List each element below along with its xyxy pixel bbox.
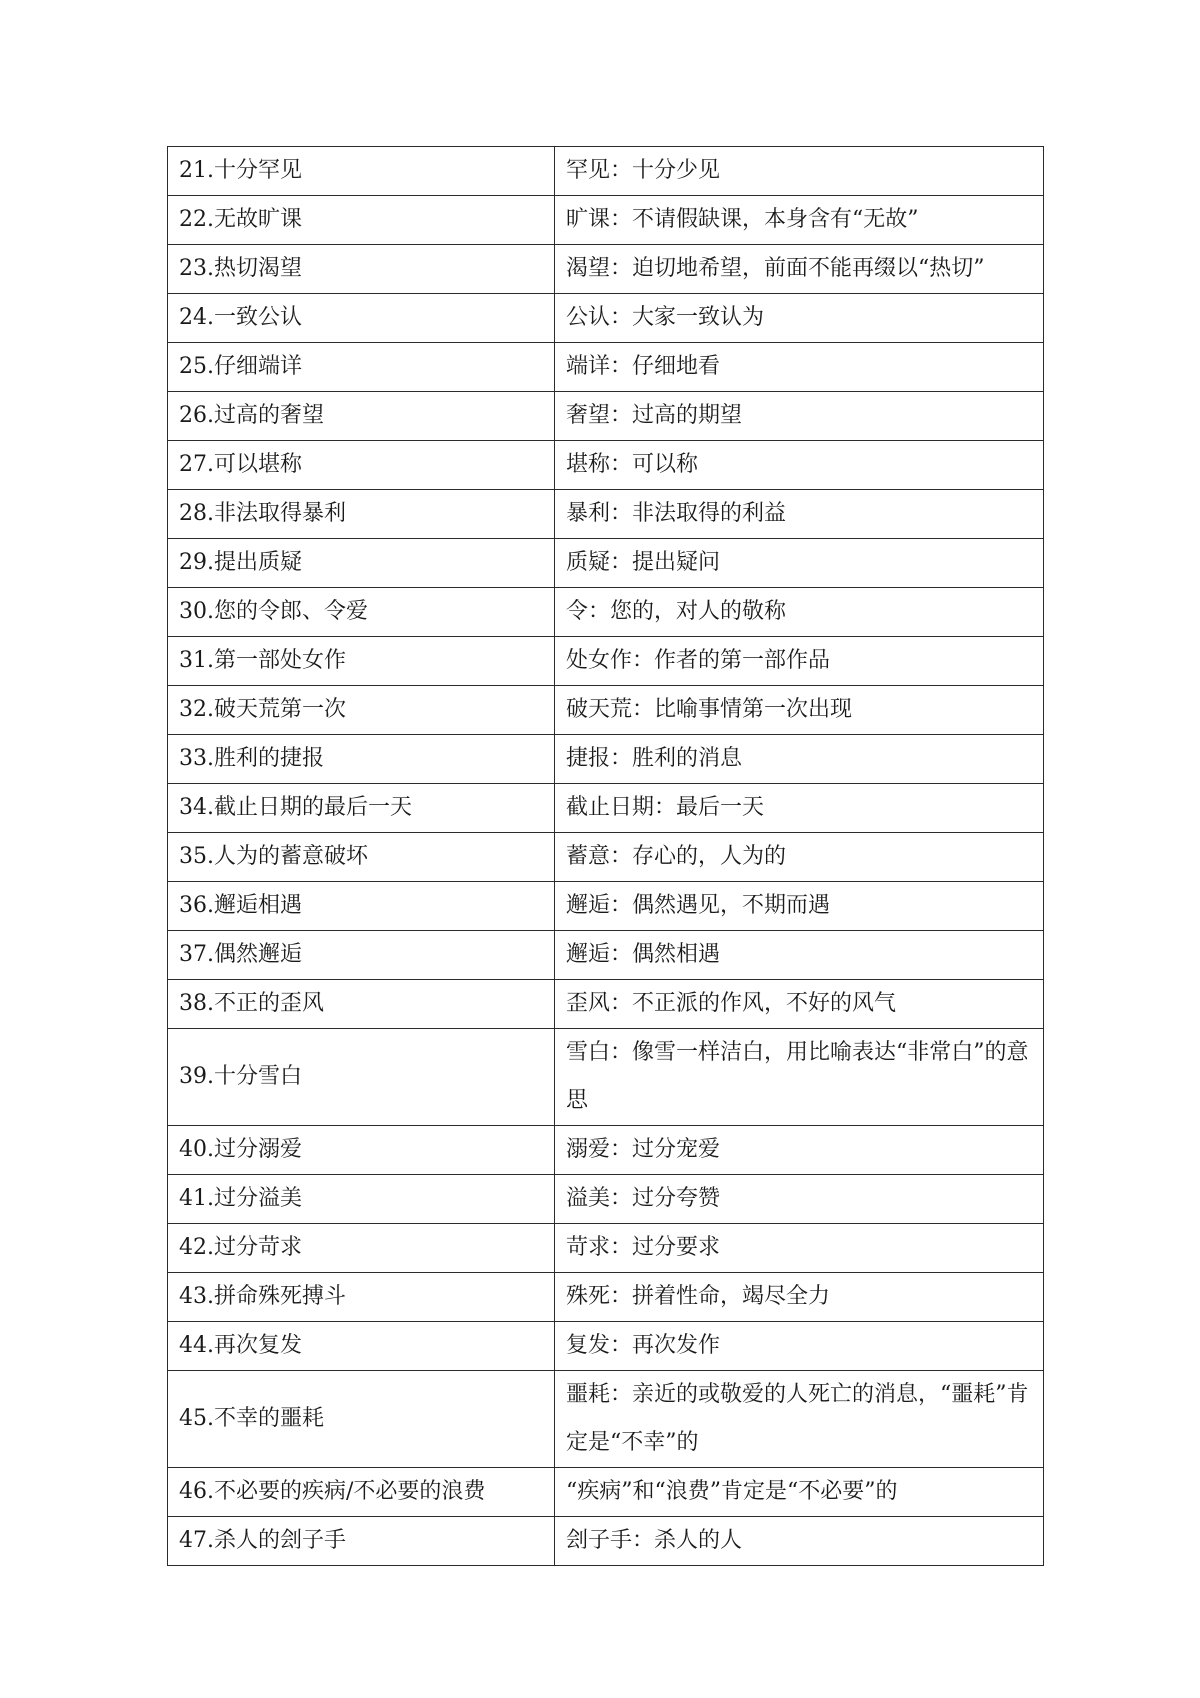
- explanation-cell: 罕见：十分少见: [555, 147, 1044, 196]
- explanation-cell: 截止日期：最后一天: [555, 784, 1044, 833]
- table-row: [168, 686, 1044, 735]
- term-cell: 44.再次复发: [168, 1322, 555, 1371]
- term-cell: 42.过分苛求: [168, 1224, 555, 1273]
- table-row: [168, 1224, 1044, 1273]
- redundancy-term-table: [167, 146, 1044, 1566]
- table-row: [168, 441, 1044, 490]
- explanation-cell: 端详：仔细地看: [555, 343, 1044, 392]
- explanation-cell: 质疑：提出疑问: [555, 539, 1044, 588]
- explanation-cell: 雪白：像雪一样洁白，用比喻表达“非常白”的意思: [555, 1029, 1044, 1126]
- term-cell: 36.邂逅相遇: [168, 882, 555, 931]
- table-row: [168, 539, 1044, 588]
- term-cell: 46.不必要的疾病/不必要的浪费: [168, 1468, 555, 1517]
- explanation-cell: 苛求：过分要求: [555, 1224, 1044, 1273]
- explanation-cell: 蓄意：存心的，人为的: [555, 833, 1044, 882]
- explanation-cell: 溺爱：过分宠爱: [555, 1126, 1044, 1175]
- table-row: [168, 784, 1044, 833]
- term-cell: 43.拼命殊死搏斗: [168, 1273, 555, 1322]
- term-cell: 30.您的令郎、令爱: [168, 588, 555, 637]
- term-table-body: [168, 147, 1044, 1566]
- table-row: [168, 1273, 1044, 1322]
- explanation-cell: 公认：大家一致认为: [555, 294, 1044, 343]
- term-cell: 41.过分溢美: [168, 1175, 555, 1224]
- term-cell: 45.不幸的噩耗: [168, 1371, 555, 1468]
- term-cell: 47.杀人的刽子手: [168, 1517, 555, 1566]
- term-cell: 29.提出质疑: [168, 539, 555, 588]
- table-row: [168, 490, 1044, 539]
- explanation-cell: 旷课：不请假缺课，本身含有“无故”: [555, 196, 1044, 245]
- table-row: [168, 637, 1044, 686]
- table-row: [168, 1517, 1044, 1566]
- explanation-cell: “疾病”和“浪费”肯定是“不必要”的: [555, 1468, 1044, 1517]
- term-cell: 35.人为的蓄意破坏: [168, 833, 555, 882]
- term-cell: 21.十分罕见: [168, 147, 555, 196]
- term-cell: 34.截止日期的最后一天: [168, 784, 555, 833]
- table-row: [168, 147, 1044, 196]
- term-cell: 27.可以堪称: [168, 441, 555, 490]
- term-cell: 39.十分雪白: [168, 1029, 555, 1126]
- term-cell: 23.热切渴望: [168, 245, 555, 294]
- explanation-cell: 奢望：过高的期望: [555, 392, 1044, 441]
- explanation-cell: 溢美：过分夸赞: [555, 1175, 1044, 1224]
- explanation-cell: 处女作：作者的第一部作品: [555, 637, 1044, 686]
- table-row: [168, 245, 1044, 294]
- table-row: [168, 1175, 1044, 1224]
- explanation-cell: 噩耗：亲近的或敬爱的人死亡的消息，“噩耗”肯定是“不幸”的: [555, 1371, 1044, 1468]
- term-cell: 37.偶然邂逅: [168, 931, 555, 980]
- term-cell: 31.第一部处女作: [168, 637, 555, 686]
- table-row: [168, 980, 1044, 1029]
- table-row: [168, 294, 1044, 343]
- explanation-cell: 暴利：非法取得的利益: [555, 490, 1044, 539]
- explanation-cell: 破天荒：比喻事情第一次出现: [555, 686, 1044, 735]
- term-cell: 24.一致公认: [168, 294, 555, 343]
- term-cell: 25.仔细端详: [168, 343, 555, 392]
- term-cell: 38.不正的歪风: [168, 980, 555, 1029]
- table-row: [168, 1126, 1044, 1175]
- table-row: [168, 882, 1044, 931]
- table-row: [168, 588, 1044, 637]
- table-row: [168, 343, 1044, 392]
- explanation-cell: 歪风：不正派的作风，不好的风气: [555, 980, 1044, 1029]
- term-cell: 26.过高的奢望: [168, 392, 555, 441]
- explanation-cell: 令：您的，对人的敬称: [555, 588, 1044, 637]
- table-row: [168, 735, 1044, 784]
- table-row: [168, 931, 1044, 980]
- table-row: [168, 833, 1044, 882]
- explanation-cell: 堪称：可以称: [555, 441, 1044, 490]
- term-cell: 22.无故旷课: [168, 196, 555, 245]
- term-cell: 40.过分溺爱: [168, 1126, 555, 1175]
- explanation-cell: 殊死：拼着性命，竭尽全力: [555, 1273, 1044, 1322]
- explanation-cell: 复发：再次发作: [555, 1322, 1044, 1371]
- table-row: [168, 392, 1044, 441]
- explanation-cell: 邂逅：偶然遇见，不期而遇: [555, 882, 1044, 931]
- table-row: [168, 1468, 1044, 1517]
- explanation-cell: 捷报：胜利的消息: [555, 735, 1044, 784]
- explanation-cell: 渴望：迫切地希望，前面不能再缀以“热切”: [555, 245, 1044, 294]
- table-row: [168, 1371, 1044, 1468]
- explanation-cell: 刽子手：杀人的人: [555, 1517, 1044, 1566]
- table-row: [168, 1322, 1044, 1371]
- term-cell: 28.非法取得暴利: [168, 490, 555, 539]
- term-cell: 32.破天荒第一次: [168, 686, 555, 735]
- table-row: [168, 196, 1044, 245]
- explanation-cell: 邂逅：偶然相遇: [555, 931, 1044, 980]
- term-cell: 33.胜利的捷报: [168, 735, 555, 784]
- table-row: [168, 1029, 1044, 1126]
